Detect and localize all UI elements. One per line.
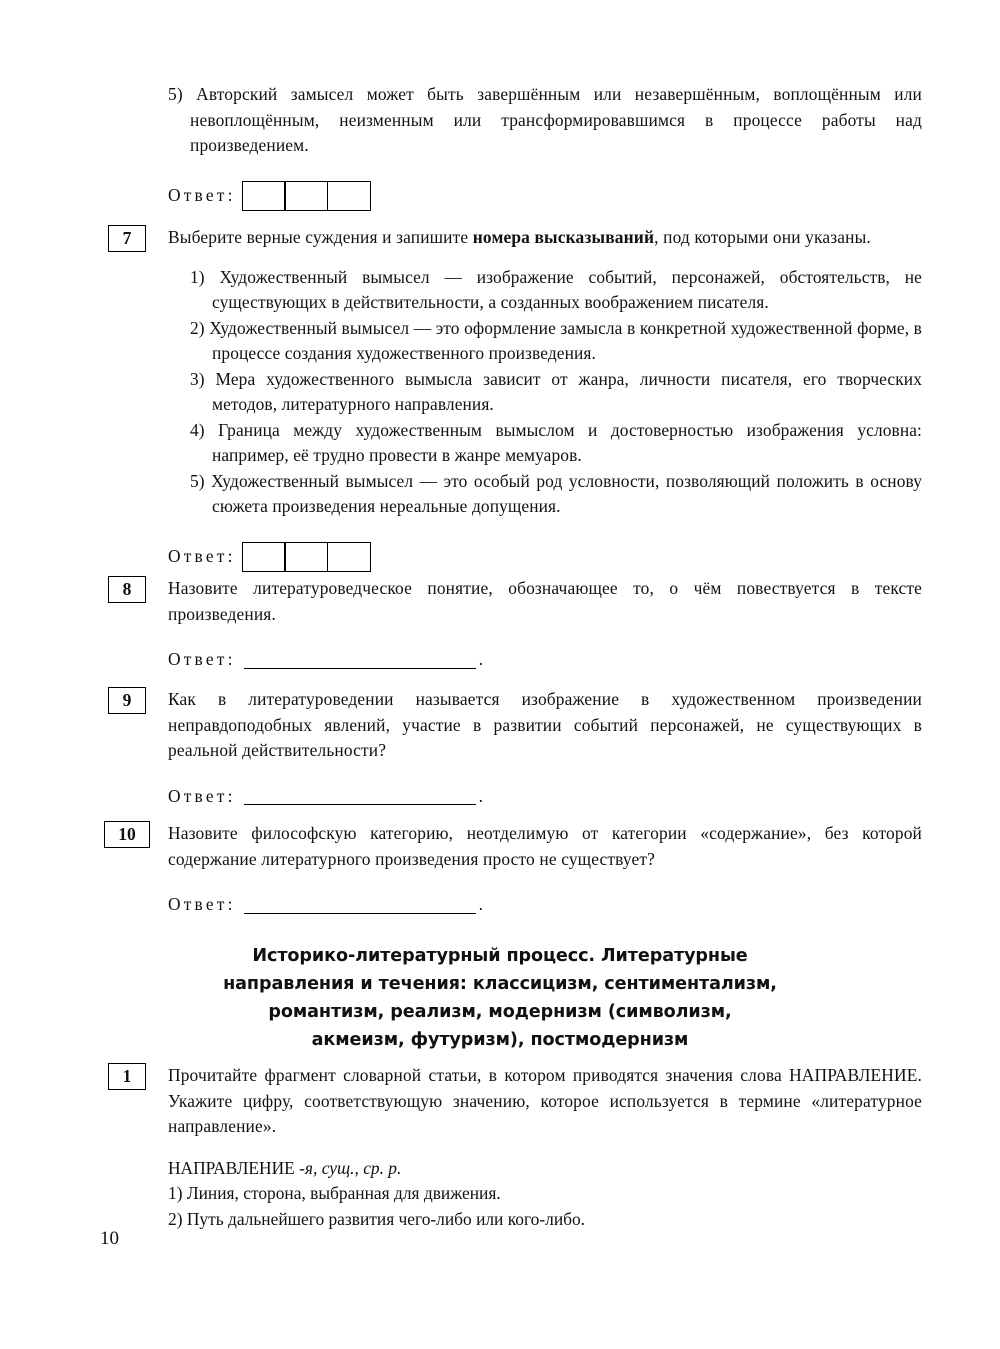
page-number: 10 [100, 1228, 119, 1249]
answer-input-line[interactable] [244, 896, 476, 914]
q6-item-5: 5) Авторский замысел может быть завершённым или незавершённым, воплощённым или невоплощённым, неизменным или трансформировавшимся в процессе работы над произведением. [168, 84, 922, 155]
q7-answer-row [168, 542, 1000, 572]
question-10 [0, 821, 1000, 915]
q7-item-5: 5) Художественный вымысел — это особый род условности, позволяющий положить в основу сюжета произведения нереальные допущения. [190, 470, 922, 516]
q7-item-4: 4) Граница между художественным вымыслом и достоверностью изображения условна: например, её трудно провести в жанре мемуаров. [190, 419, 922, 465]
section-heading [180, 942, 820, 1054]
answer-label: Ответ: [168, 785, 236, 806]
q10-answer-row [168, 894, 1000, 915]
q9-answer-row [168, 786, 1000, 807]
answer-period: . [478, 894, 483, 914]
answer-label: Ответ: [168, 185, 236, 205]
section-heading-line-2: направления и течения: классицизм, сентиментализм, [223, 974, 777, 994]
q7-items [190, 265, 922, 520]
dictionary-headword: НАПРАВЛЕНИЕ [168, 1157, 295, 1178]
answer-cell[interactable] [242, 542, 286, 572]
section-heading-line-3: романтизм, реализм, модернизм (символизм, [268, 1002, 732, 1022]
question-7 [0, 225, 1000, 572]
question-number-1: 1 [108, 1063, 146, 1090]
question-6-tail [0, 82, 1000, 211]
question-8 [0, 576, 1000, 670]
answer-cell[interactable] [242, 181, 286, 211]
dictionary-grammar: -я, сущ., ср. р. [299, 1157, 402, 1178]
question-number-9: 9 [108, 687, 146, 714]
question-number-10: 10 [104, 821, 150, 848]
answer-input-line[interactable] [244, 787, 476, 805]
q7-item-1: 1) Художественный вымысел — изображение событий, персонажей, обстоятельств, не существующих в действительности, а созданных воображением писателя. [190, 266, 922, 312]
dictionary-entry [168, 1156, 922, 1233]
question-number-8: 8 [108, 576, 146, 603]
answer-label: Ответ: [168, 894, 236, 914]
q1-text: Прочитайте фрагмент словарной статьи, в котором приводятся значения слова НАПРАВЛЕНИЕ. Укажите цифру, соответствующую значению, которое используется в термине «литературное направление». [168, 1065, 922, 1136]
answer-period: . [478, 649, 483, 669]
q8-text: Назовите литературоведческое понятие, обозначающее то, о чём повествуется в тексте произведения. [168, 578, 922, 624]
question-number-7: 7 [108, 225, 146, 252]
q7-prompt-part1: Выберите верные суждения и запишите [168, 227, 473, 247]
section-heading-line-1: Историко-литературный процесс. Литературные [252, 946, 748, 966]
section-heading-line-4: акмеизм, футуризм), постмодернизм [311, 1030, 689, 1050]
q7-prompt-bold: номера высказываний [472, 227, 655, 247]
dictionary-sense-1: 1) Линия, сторона, выбранная для движения. [168, 1183, 501, 1203]
answer-label: Ответ: [168, 546, 236, 566]
q9-text: Как в литературоведении называется изображение в художественном произведении неправдоподобных явлений, участие в развитии событий персонажей, не существующих в реальной действительности? [168, 689, 922, 760]
question-9 [0, 687, 1000, 807]
answer-cell[interactable] [327, 181, 371, 211]
answer-cells[interactable] [242, 542, 371, 572]
q7-item-3: 3) Мера художественного вымысла зависит от жанра, личности писателя, его творческих методов, литературного направления. [190, 368, 922, 414]
dictionary-headword-row [168, 1156, 922, 1182]
answer-cell[interactable] [284, 181, 328, 211]
q8-answer-row [168, 649, 1000, 670]
answer-period: . [478, 785, 483, 806]
q6-answer-row [168, 181, 1000, 211]
dictionary-sense-2: 2) Путь дальнейшего развития чего-либо или кого-либо. [168, 1208, 586, 1229]
q7-item-2: 2) Художественный вымысел — это оформление замысла в конкретной художественной форме, в процессе создания художественного произведения. [190, 317, 922, 363]
question-1 [0, 1063, 1000, 1232]
answer-cell[interactable] [284, 542, 328, 572]
answer-cells[interactable] [242, 181, 371, 211]
q7-prompt-part2: , под которыми они указаны. [654, 227, 871, 247]
q7-prompt [168, 225, 922, 251]
answer-input-line[interactable] [244, 651, 476, 669]
q10-text: Назовите философскую категорию, неотделимую от категории «содержание», без которой содержание литературного произведения просто не существует? [168, 823, 922, 869]
answer-cell[interactable] [327, 542, 371, 572]
answer-label: Ответ: [168, 649, 236, 669]
